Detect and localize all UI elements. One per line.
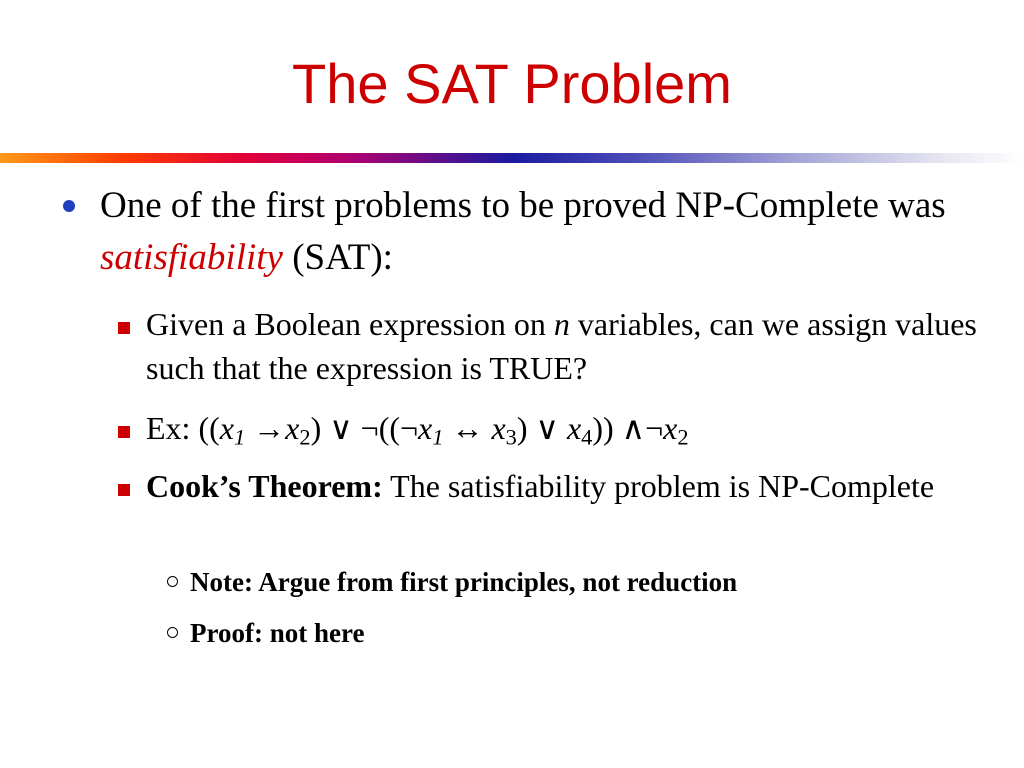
emphasis-satisfiability: satisfiability bbox=[100, 237, 283, 278]
expr-iff: ↔ bbox=[443, 410, 492, 446]
example-label: Ex: bbox=[146, 410, 199, 446]
expr-sub: 2 bbox=[299, 424, 311, 450]
expr-sub: 1 bbox=[432, 424, 444, 450]
expr-var: x bbox=[491, 410, 506, 446]
expr-sub: 3 bbox=[505, 424, 517, 450]
square-bullet-icon bbox=[118, 484, 130, 496]
cook-theorem-label: Cook’s Theorem: bbox=[146, 468, 383, 504]
square-bullet-icon bbox=[118, 322, 130, 334]
bullet-sat-intro-tail: (SAT): bbox=[282, 237, 393, 278]
expr-sub: 2 bbox=[677, 424, 689, 450]
bullet-sat-intro-text: One of the first problems to be proved NP-Complete was bbox=[100, 185, 946, 226]
note-item: Note: Argue from first principles, not reduction bbox=[190, 567, 738, 597]
expr-part: ) ∨ bbox=[516, 410, 567, 446]
circle-bullet-icon bbox=[167, 627, 178, 638]
proof-item: Proof: not here bbox=[190, 618, 365, 648]
bullet-cook-theorem bbox=[146, 464, 996, 508]
bullet-example bbox=[146, 406, 996, 450]
circle-bullet-icon bbox=[167, 576, 178, 587]
bullet-given bbox=[146, 302, 996, 390]
expr-part: )) ∧¬ bbox=[592, 410, 664, 446]
variable-n: n bbox=[553, 306, 570, 342]
cook-theorem-text: The satisfiability problem is NP-Complete bbox=[382, 468, 935, 504]
expr-part: ) ∨ ¬((¬ bbox=[310, 410, 419, 446]
expr-var: x bbox=[418, 410, 433, 446]
expr-sub: 1 bbox=[233, 424, 246, 450]
expr-sub: 4 bbox=[581, 424, 593, 450]
expr-var: x bbox=[219, 410, 234, 446]
given-text-tail: variables, can we assign values such that the expression is TRUE? bbox=[146, 306, 977, 386]
slide-title: The SAT Problem bbox=[292, 52, 732, 115]
bullet-sat-intro bbox=[100, 180, 980, 284]
square-bullet-icon bbox=[118, 426, 130, 438]
expr-part: (( bbox=[198, 410, 220, 446]
expr-var: x bbox=[285, 410, 300, 446]
given-text: Given a Boolean expression on bbox=[146, 306, 554, 342]
bullet-dot-icon bbox=[63, 200, 75, 212]
expr-var: x bbox=[566, 410, 582, 446]
expr-arrow: → bbox=[245, 410, 286, 446]
expr-var: x bbox=[663, 410, 678, 446]
